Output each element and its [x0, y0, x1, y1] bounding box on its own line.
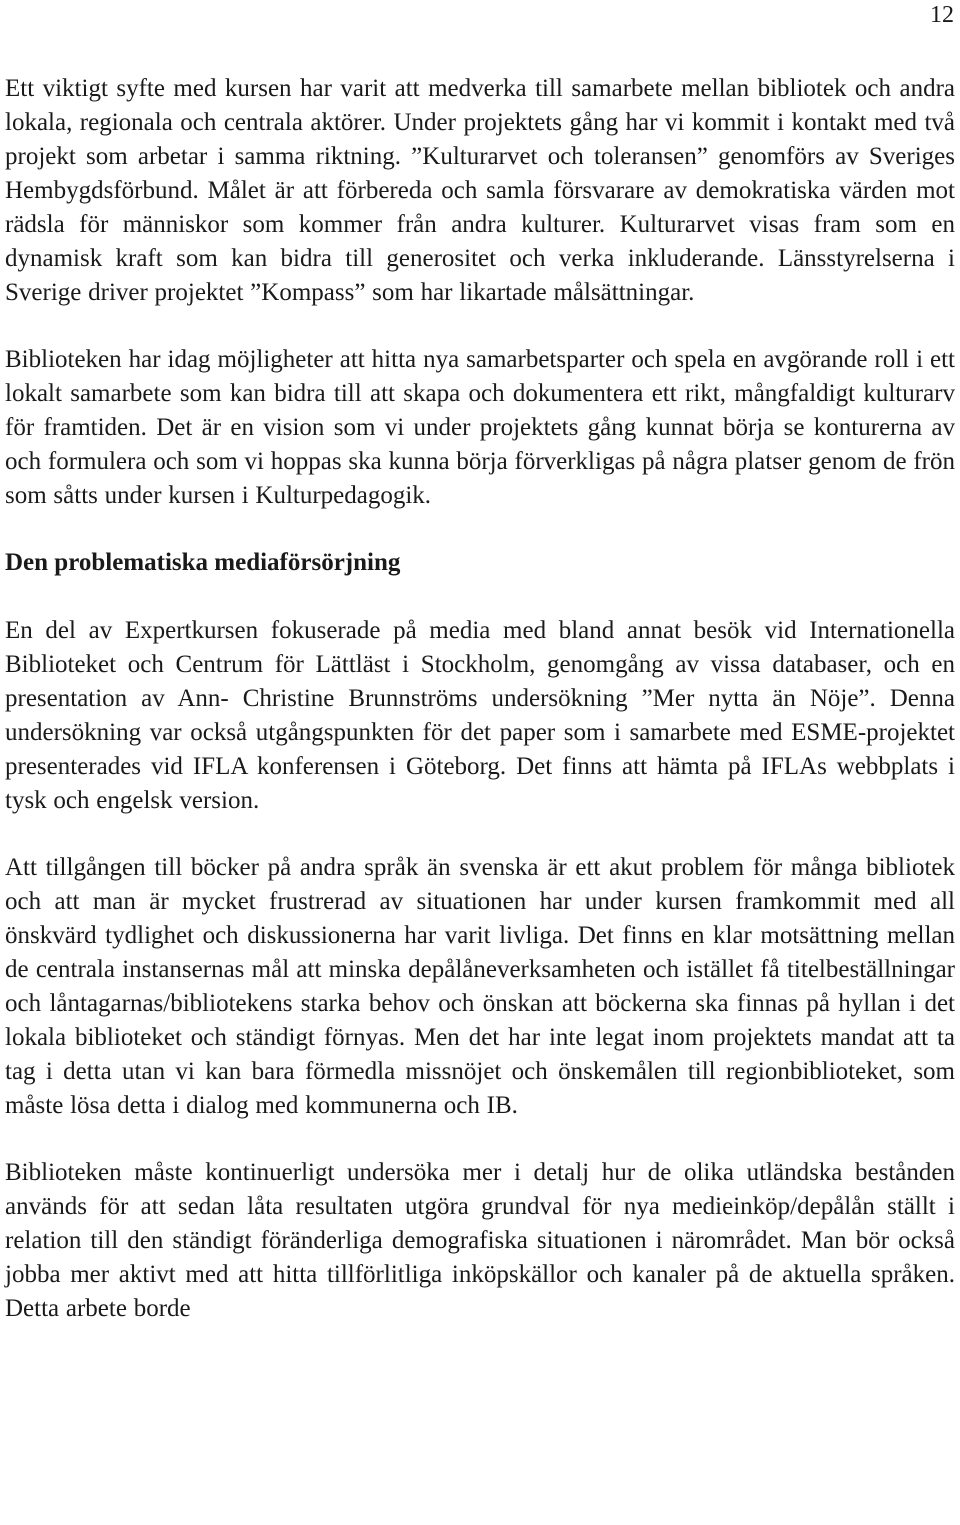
paragraph-continuous-review: Biblioteken måste kontinuerligt undersöka mer i detalj hur de olika utländska bestånden används för att sedan låta resultaten utgöra grundval för nya medieinköp/depålån ställt i relation till den ständigt föränderliga demografiska situationen i närområdet. Man bör också jobba mer aktivt med att hitta tillförlitliga inköpskällor och kanaler på de aktuella språken. Detta arbete borde — [5, 1159, 955, 1322]
paragraph-collaboration: Ett viktigt syfte med kursen har varit att medverka till samarbete mellan bibliotek och andra lokala, regionala och centrala aktörer. Under projektets gång har vi kommit i kontakt med två projekt som arbetar i samma riktning. ”Kulturarvet och toleransen” genomförs av Sveriges Hembygdsförbund. Målet är att förbereda och samla försvarare av demokratiska värden mot rädsla för människor som kommer från andra kulturer. Kulturarvet visas fram som en dynamisk kraft som kan bidra till generositet och verka inkluderande. Länsstyrelserna i Sverige driver projektet ”Kompass” som har likartade målsättningar. — [5, 75, 955, 306]
paragraph-opportunities: Biblioteken har idag möjligheter att hitta nya samarbetsparter och spela en avgörande roll i ett lokalt samarbete som kan bidra till att skapa och dokumentera ett rikt, mångfaldigt kulturarv för framtiden. Det är en vision som vi under projektets gång kunnat börja se konturerna av och formulera och som vi hoppas ska kunna börja förverkligas på några platser genom de frön som såtts under kursen i Kulturpedagogik. — [5, 346, 955, 509]
paragraph-expert-course: En del av Expertkursen fokuserade på media med bland annat besök vid Internationella Biblioteket och Centrum för Lättläst i Stockholm, genomgång av vissa databaser, och en presentation av Ann- Christine Brunnströms undersökning ”Mer nytta än Nöje”. Denna undersökning var också utgångspunkten för det paper som i samarbete med ESME-projektet presenterades vid IFLA konferensen i Göteborg. Det finns att hämta på IFLAs webbplats i tysk och engelsk version. — [5, 617, 955, 814]
page-number: 12 — [930, 2, 954, 28]
document-body — [5, 72, 955, 1326]
paragraph-book-access: Att tillgången till böcker på andra språk än svenska är ett akut problem för många bibliotek och att man är mycket frustrerad av situationen har under kursen framkommit med all önskvärd tydlighet och diskussionerna har varit livliga. Det finns en klar motsättning mellan de centrala instansernas mål att minska depålåneverksamheten och istället få titelbeställningar och låntagarnas/bibliotekens starka behov och önskan att böckerna ska finnas på hyllan i det lokala biblioteket och ständigt förnyas. Men det har inte legat inom projektets mandat att ta tag i detta utan vi kan bara förmedla missnöjet och önskemålen till regionbiblioteket, som måste lösa detta i dialog med kommunerna och IB. — [5, 854, 955, 1119]
section-heading-media: Den problematiska mediaförsörjning — [5, 549, 401, 576]
